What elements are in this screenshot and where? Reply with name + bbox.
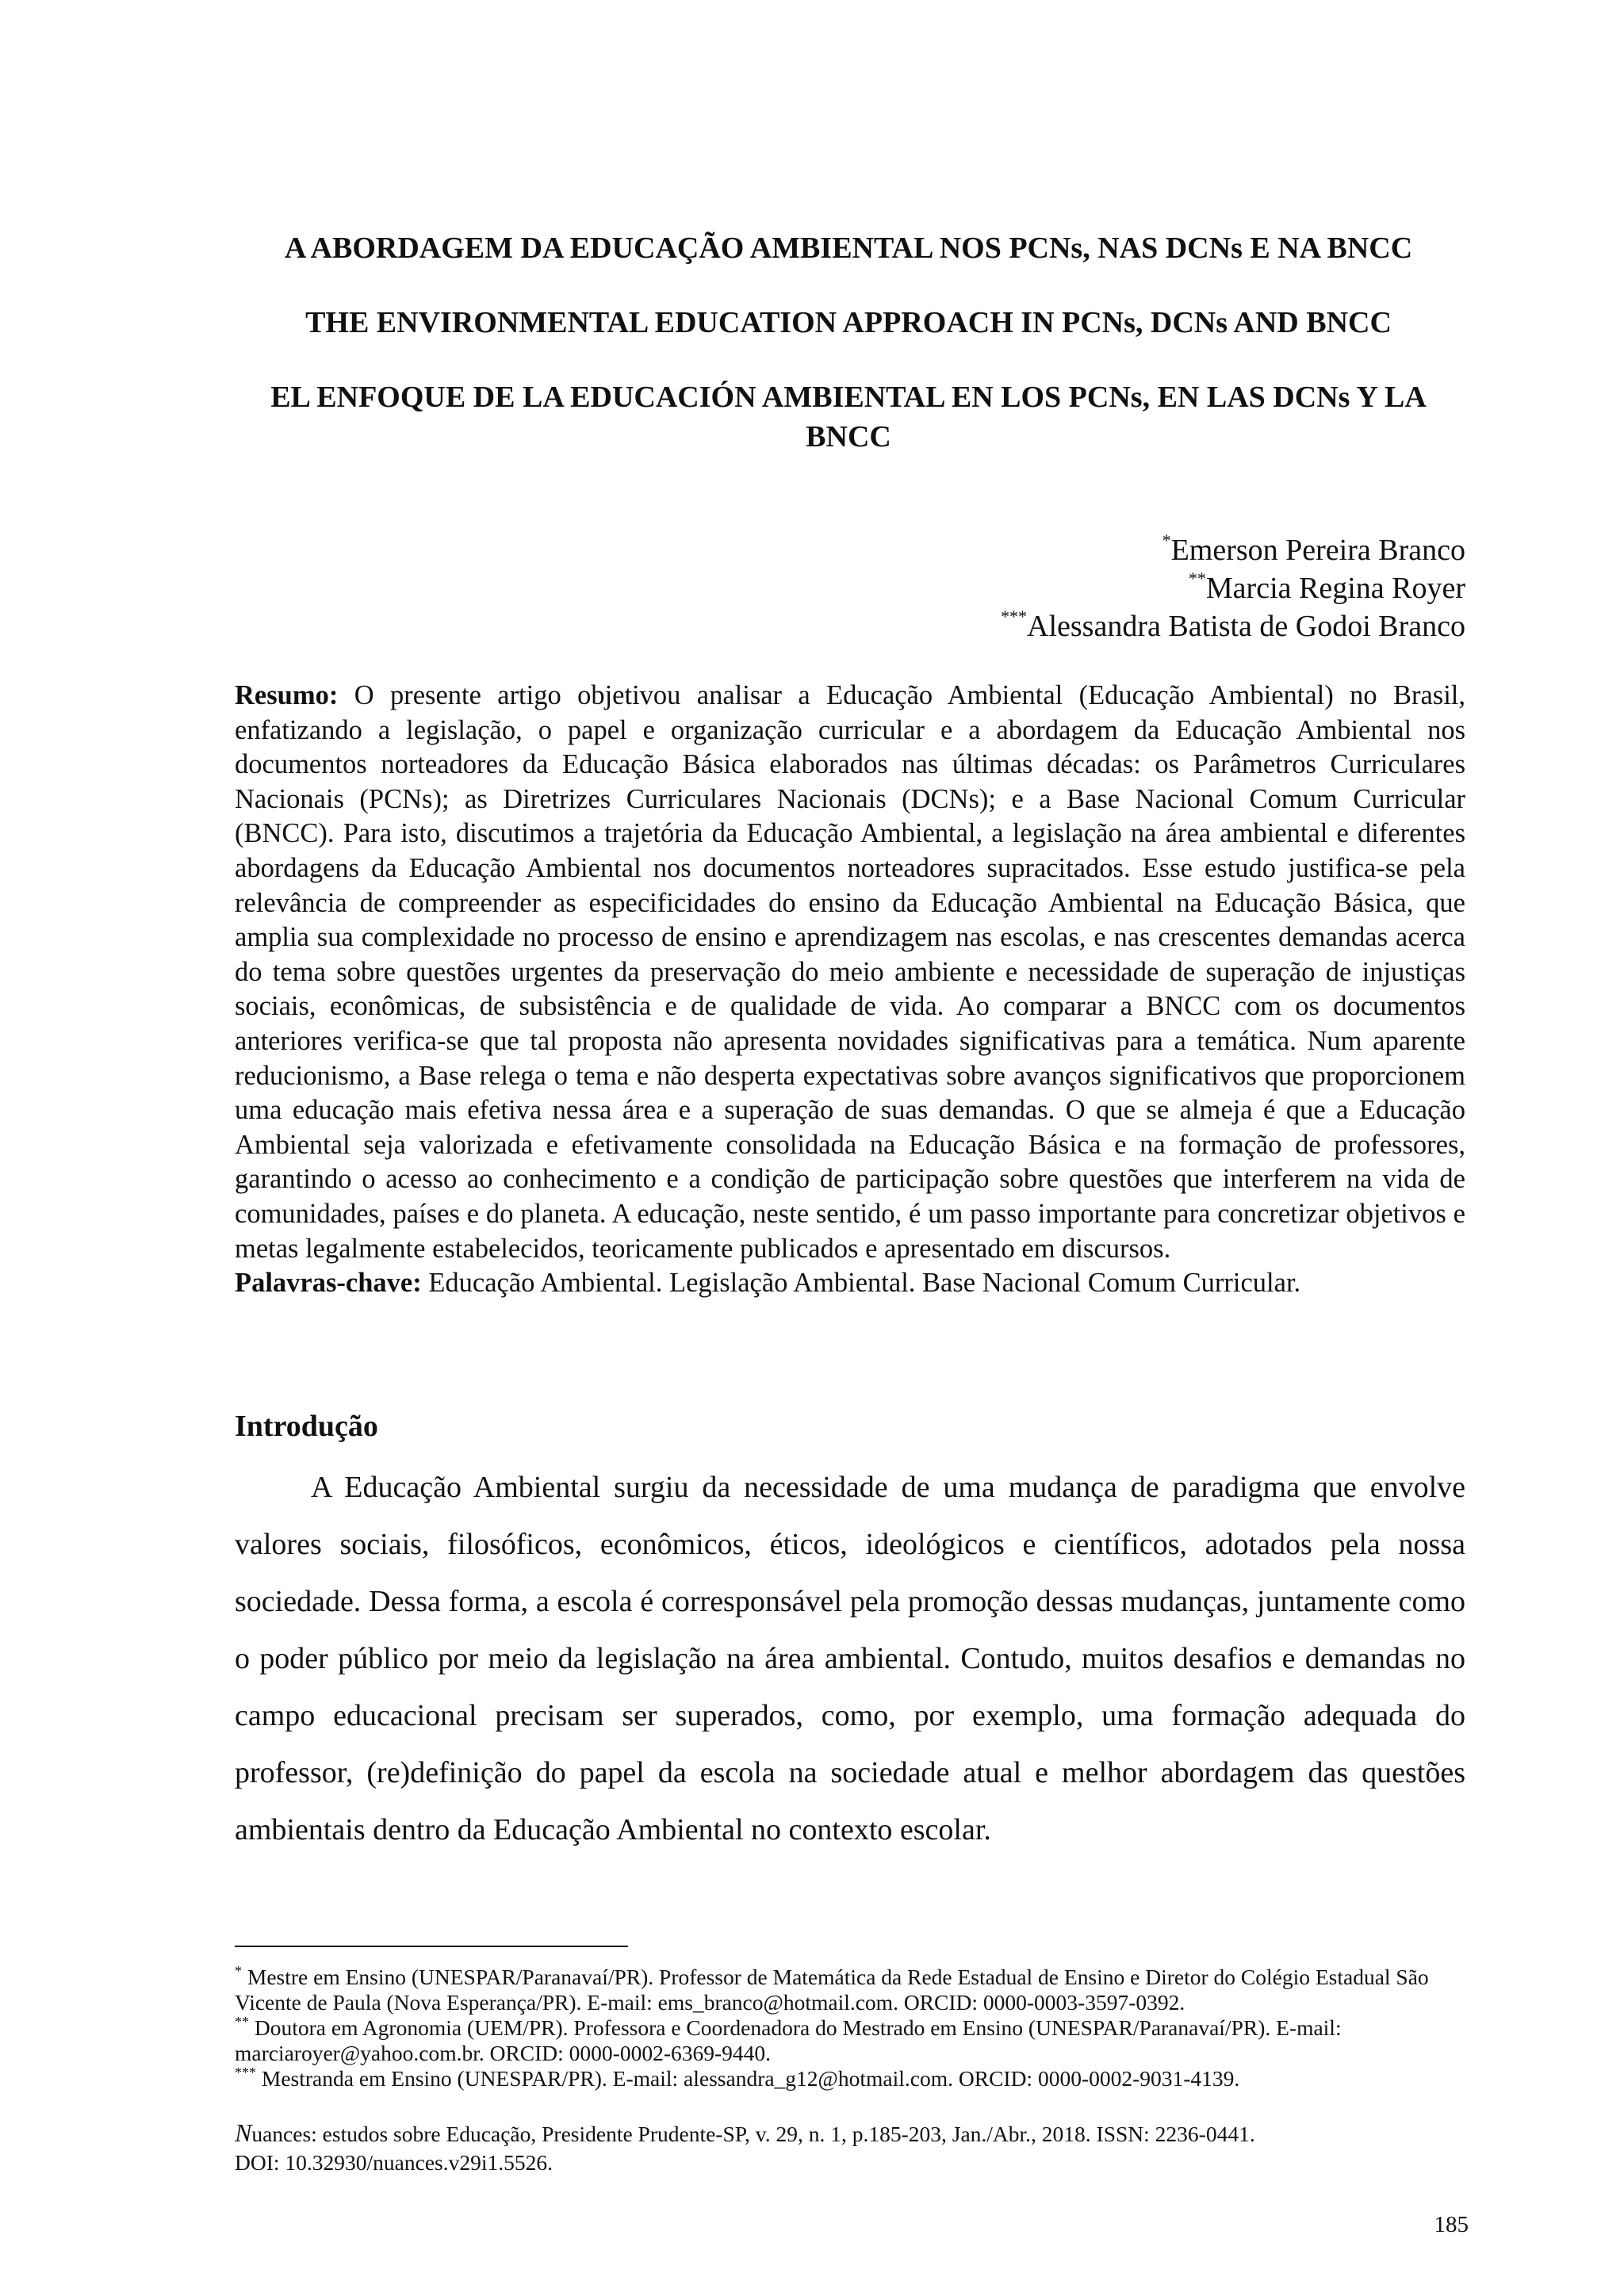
footnote-separator: [235, 1946, 628, 1947]
keywords-paragraph: [235, 1266, 1465, 1301]
author-1-name: Emerson Pereira Branco: [1170, 534, 1465, 567]
journal-citation: [235, 2118, 1472, 2149]
author-3-mark: ***: [1001, 607, 1028, 626]
author-2-mark: **: [1188, 568, 1206, 588]
author-2: [1001, 569, 1465, 607]
abstract-block: [235, 679, 1465, 1301]
abstract-text: O presente artigo objetivou analisar a Educação Ambiental (Educação Ambiental) no Brasil, enfatizando a legislação, o papel e organização curricular e a abordagem da Educação Ambiental nos documentos norteadores da Educação Básica elaborados nas últimas décadas: os Parâmetros Curriculares Nacionais (PCNs); as Diretrizes Curriculares Nacionais (DCNs); e a Base Nacional Comum Curricular (BNCC). Para isto, discutimos a trajetória da Educação Ambiental, a legislação na área ambiental e diferentes abordagens da Educação Ambiental nos documentos norteadores supracitados. Esse estudo justifica-se pela relevância de compreender as especificidades do ensino da Educação Ambiental na Educação Básica, que amplia sua complexidade no processo de ensino e aprendizagem nas escolas, e nas crescentes demandas acerca do tema sobre questões urgentes da preservação do meio ambiente e necessidade de superação de injustiças sociais, econômicas, de subsistência e de qualidade de vida. Ao comparar a BNCC com os documentos anteriores verifica-se que tal proposta não apresenta novidades significativas para a temática. Num aparente reducionismo, a Base relega o tema e não desperta expectativas sobre avanços significativos que proporcionem uma educação mais efetiva nessa área e a superação de suas demandas. O que se almeja é que a Educação Ambiental seja valorizada e efetivamente consolidada na Educação Básica e na formação de professores, garantindo o acesso ao conhecimento e a condição de participação sobre questões que interferem na vida de comunidades, países e do planeta. A educação, neste sentido, é um passo importante para concretizar objetivos e metas legalmente estabelecidos, teoricamente publicados e apresentado em discursos.: [235, 680, 1465, 1264]
page-number: 185: [1434, 2212, 1469, 2237]
author-1-mark: *: [1162, 530, 1171, 550]
keywords-text: Educação Ambiental. Legislação Ambiental. Base Nacional Comum Curricular.: [428, 1268, 1301, 1299]
footnote-3-mark: ***: [235, 2064, 256, 2080]
footnotes: [235, 1965, 1472, 2091]
footnote-2-text: Doutora em Agronomia (UEM/PR). Professora e Coordenadora do Mestrado em Ensino (UNESPAR/Paranavaí/PR). E-mail: marciaroyer@yahoo.com.br. ORCID: 0000-0002-6369-9440.: [235, 2015, 1342, 2065]
keywords-label: Palavras-chave:: [235, 1268, 422, 1299]
abstract-label: Resumo:: [235, 680, 339, 710]
title-spanish: EL ENFOQUE DE LA EDUCACIÓN AMBIENTAL EN LOS PCNs, EN LAS DCNs Y LA BNCC: [270, 381, 1427, 453]
footnote-2-mark: **: [235, 2014, 249, 2030]
footnote-2: [235, 2015, 1472, 2066]
introduction-heading: Introdução: [235, 1410, 378, 1443]
footnote-1: [235, 1965, 1472, 2015]
title-block: [230, 228, 1467, 457]
journal-logo-letter: N: [235, 2118, 252, 2147]
introduction-paragraph: A Educação Ambiental surgiu da necessidade de uma mudança de paradigma que envolve valores sociais, filosóficos, econômicos, éticos, ideológicos e científicos, adotados pela nossa sociedade. Dessa forma, a escola é corresponsável pela promoção dessas mudanças, juntamente como o poder público por meio da legislação na área ambiental. Contudo, muitos desafios e demandas no campo educacional precisam ser superados, como, por exemplo, uma formação adequada do professor, (re)definição do papel da escola na sociedade atual e melhor abordagem das questões ambientais dentro da Educação Ambiental no contexto escolar.: [235, 1471, 1465, 1846]
title-portuguese: A ABORDAGEM DA EDUCAÇÃO AMBIENTAL NOS PCNs, NAS DCNs E NA BNCC: [284, 232, 1413, 265]
footnote-3: [235, 2066, 1472, 2091]
author-3-name: Alessandra Batista de Godoi Branco: [1027, 610, 1465, 643]
title-english: THE ENVIRONMENTAL EDUCATION APPROACH IN PCNs, DCNs AND BNCC: [305, 306, 1392, 339]
footnote-1-mark: *: [235, 1963, 242, 1979]
author-2-name: Marcia Regina Royer: [1205, 572, 1465, 605]
abstract-paragraph: [235, 679, 1465, 1266]
author-1: [1001, 531, 1465, 569]
journal-info: [235, 2118, 1472, 2177]
journal-citation-text: uances: estudos sobre Educação, Presidente Prudente-SP, v. 29, n. 1, p.185-203, Jan./Abr., 2018. ISSN: 2236-0441.: [251, 2122, 1255, 2146]
footnote-3-text: Mestranda em Ensino (UNESPAR/PR). E-mail: alessandra_g12@hotmail.com. ORCID: 0000-0002-9031-4139.: [261, 2066, 1240, 2091]
author-3: [1001, 607, 1465, 645]
journal-doi: DOI: 10.32930/nuances.v29i1.5526.: [235, 2150, 553, 2175]
footnote-1-text: Mestre em Ensino (UNESPAR/Paranavaí/PR). Professor de Matemática da Rede Estadual de Ensino e Diretor do Colégio Estadual São Vicente de Paula (Nova Esperança/PR). E-mail: ems_branco@hotmail.com. ORCID: 0000-0003-3597-0392.: [235, 1965, 1429, 2015]
author-list: [1001, 531, 1465, 645]
